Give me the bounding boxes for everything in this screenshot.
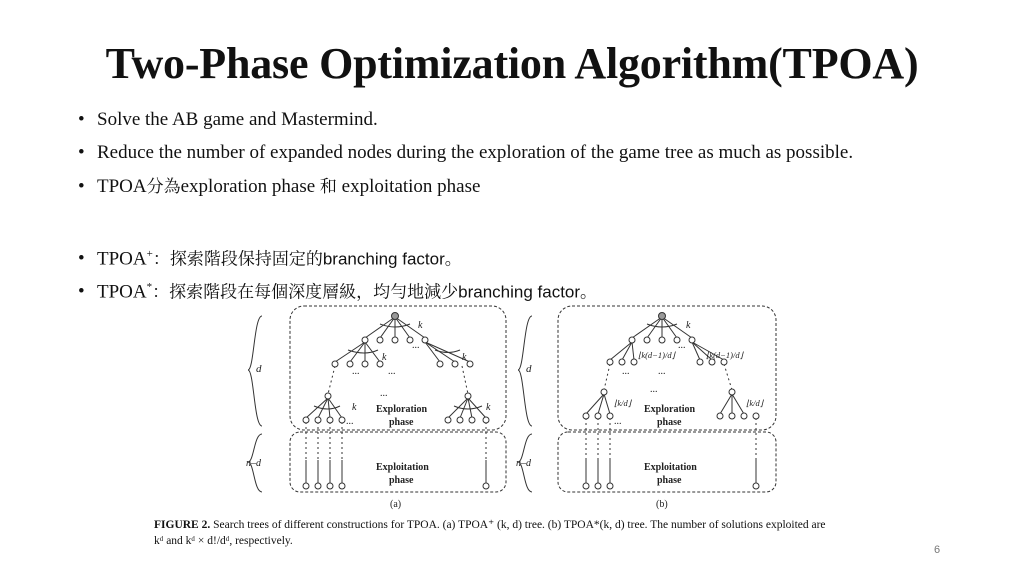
bullet-dot-icon: •	[78, 281, 85, 303]
figure-b-label: (b)	[656, 499, 668, 510]
bullet-text: TPOA	[97, 248, 147, 270]
bullet-text: TPOA	[97, 281, 147, 303]
bullet-text: exploration phase	[180, 176, 320, 197]
caption-text-line2: kᵈ and kᵈ × d!/dᵈ, respectively.	[154, 535, 293, 547]
kd-label: ⌊k/d⌋	[614, 398, 632, 408]
dots-label: ...	[658, 366, 666, 377]
bullet-cjk-text: ：探索階段保持固定的	[152, 249, 323, 270]
bullet-dot-icon: •	[78, 248, 85, 270]
exploration-label: Exploration	[644, 404, 696, 415]
bullet-text: Reduce the number of expanded nodes during the exploration of the game tree as much as possible.	[97, 142, 854, 163]
figure-a-label: (a)	[390, 499, 402, 510]
kd1-label: ⌊k(d−1)/d⌋	[638, 350, 675, 360]
bullet-text: branching factor	[458, 282, 581, 302]
page-number: 6	[934, 544, 941, 556]
k-label: k	[462, 352, 467, 363]
bullet-cjk-text: 。	[580, 282, 598, 303]
phase-label: phase	[657, 417, 682, 428]
dots-label: ...	[346, 416, 354, 427]
search-tree-figure	[240, 300, 800, 519]
dots-label: ...	[352, 366, 360, 377]
bullet-cjk-text: 分為	[146, 177, 181, 197]
phase-label: phase	[389, 417, 414, 428]
nd-label: n–d	[516, 458, 531, 469]
d-label: d	[526, 363, 532, 375]
slide-title: Two-Phase Optimization Algorithm(TPOA)	[105, 39, 919, 88]
k-label: k	[418, 320, 423, 331]
figure-caption	[154, 517, 914, 549]
k-label: k	[486, 402, 491, 413]
exploitation-label: Exploitation	[376, 462, 429, 473]
dots-label: ...	[614, 416, 622, 427]
search-tree-diagram	[240, 300, 800, 514]
bullet-text: Solve the AB game and Mastermind.	[97, 109, 378, 130]
dots-label: ...	[650, 384, 658, 395]
phase-label: phase	[389, 475, 414, 486]
dots-label: ...	[622, 366, 630, 377]
bullet-superscript: *	[146, 281, 153, 293]
bullet-dot-icon: •	[78, 176, 85, 197]
bullet-item	[78, 141, 853, 165]
bullet-item	[78, 242, 462, 271]
dots-label: ...	[678, 340, 686, 351]
exploration-label: Exploration	[376, 404, 428, 415]
bullet-text: branching factor	[322, 249, 445, 269]
nd-label: n–d	[246, 458, 261, 469]
bullet-text: TPOA	[97, 176, 147, 197]
caption-label: FIGURE 2.	[154, 519, 211, 531]
bullet-cjk-text: 和	[319, 177, 337, 197]
bullet-item	[78, 175, 480, 199]
bullet-item	[78, 108, 378, 132]
bullet-cjk-text: 。	[444, 249, 462, 270]
bullet-text: exploitation phase	[336, 176, 481, 197]
bullet-superscript: +	[146, 248, 153, 260]
dots-label: ...	[388, 366, 396, 377]
dots-label: ...	[412, 340, 420, 351]
kd-label: ⌊k/d⌋	[746, 398, 764, 408]
exploitation-label: Exploitation	[644, 462, 697, 473]
bullet-dot-icon: •	[78, 142, 85, 163]
k-label: k	[686, 320, 691, 331]
phase-label: phase	[657, 475, 682, 486]
bullet-cjk-text: ：探索階段在每個深度層級，均勻地減少	[152, 282, 459, 303]
kd1-label: ⌊k(d−1)/d⌋	[706, 350, 743, 360]
k-label: k	[352, 402, 357, 413]
bullet-dot-icon: •	[78, 109, 85, 130]
k-label: k	[382, 352, 387, 363]
d-label: d	[256, 363, 262, 375]
dots-label: ...	[380, 388, 388, 399]
caption-text: Search trees of different constructions for TPOA. (a) TPOA⁺ (k, d) tree. (b) TPOA*(k, d) tree. The number of solutions exploited are	[210, 519, 826, 531]
